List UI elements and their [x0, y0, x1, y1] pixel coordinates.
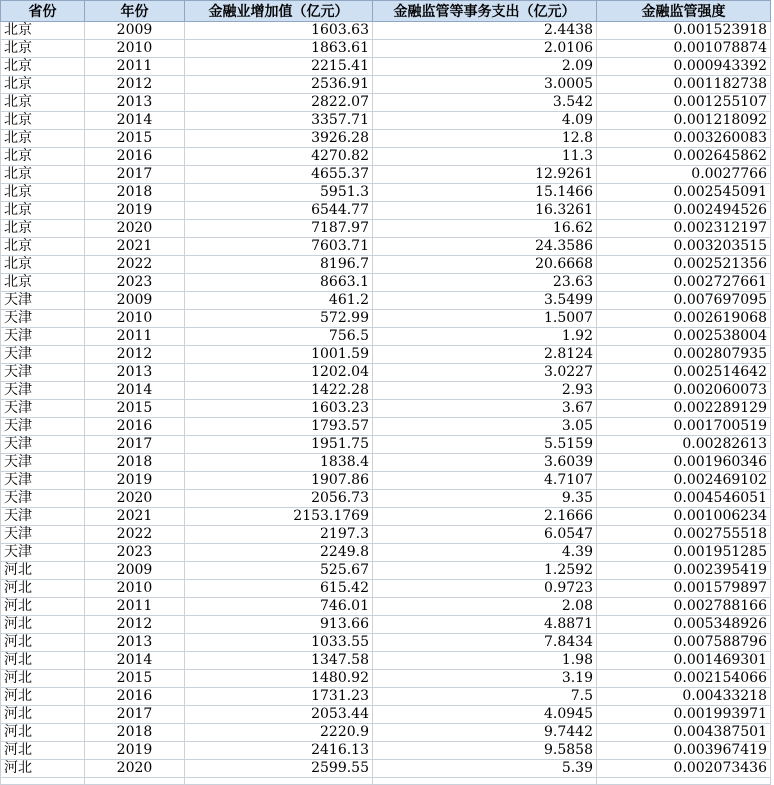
cell-province[interactable]: 天津 — [1, 364, 85, 382]
table-row — [1, 688, 771, 706]
cell-year[interactable]: 2019 — [85, 202, 185, 220]
table-row — [1, 328, 771, 346]
cell-year[interactable]: 2010 — [85, 40, 185, 58]
cell-financial-value-added[interactable]: 2056.73 — [185, 490, 373, 508]
cell-financial-value-added[interactable]: 2215.41 — [185, 58, 373, 76]
cell-regulatory-expenditure[interactable]: 1.98 — [373, 652, 597, 670]
cell-financial-value-added[interactable]: 913.66 — [185, 616, 373, 634]
cell-province[interactable]: 北京 — [1, 220, 85, 238]
cell-province[interactable]: 河北 — [1, 742, 85, 760]
cell-year[interactable]: 2013 — [85, 634, 185, 652]
cell-province[interactable]: 河北 — [1, 652, 85, 670]
cutoff-cell — [373, 778, 597, 785]
cell-regulatory-expenditure[interactable]: 2.1666 — [373, 508, 597, 526]
cell-regulatory-intensity[interactable]: 0.00282613 — [597, 436, 771, 454]
cell-regulatory-expenditure[interactable]: 9.35 — [373, 490, 597, 508]
cell-financial-value-added[interactable]: 756.5 — [185, 328, 373, 346]
table-row — [1, 706, 771, 724]
cell-financial-value-added[interactable]: 525.67 — [185, 562, 373, 580]
cell-regulatory-intensity[interactable]: 0.001523918 — [597, 22, 771, 40]
cell-financial-value-added[interactable]: 5951.3 — [185, 184, 373, 202]
cell-year[interactable]: 2023 — [85, 274, 185, 292]
cell-financial-value-added[interactable]: 7603.71 — [185, 238, 373, 256]
header-row — [1, 1, 771, 22]
cell-financial-value-added[interactable]: 461.2 — [185, 292, 373, 310]
cell-regulatory-intensity[interactable]: 0.002469102 — [597, 472, 771, 490]
cell-financial-value-added[interactable]: 3357.71 — [185, 112, 373, 130]
cell-year[interactable]: 2015 — [85, 400, 185, 418]
cell-financial-value-added[interactable]: 2197.3 — [185, 526, 373, 544]
table-row — [1, 202, 771, 220]
cell-province[interactable]: 天津 — [1, 508, 85, 526]
cell-year[interactable]: 2022 — [85, 526, 185, 544]
cell-financial-value-added[interactable]: 2053.44 — [185, 706, 373, 724]
cell-regulatory-expenditure[interactable]: 9.7442 — [373, 724, 597, 742]
cell-province[interactable]: 河北 — [1, 634, 85, 652]
table-row — [1, 184, 771, 202]
cell-province[interactable]: 北京 — [1, 40, 85, 58]
cutoff-cell — [185, 778, 373, 785]
cell-regulatory-expenditure[interactable]: 3.67 — [373, 400, 597, 418]
cell-province[interactable]: 北京 — [1, 58, 85, 76]
cell-year[interactable]: 2012 — [85, 346, 185, 364]
table-row — [1, 166, 771, 184]
cell-regulatory-intensity[interactable]: 0.002073436 — [597, 760, 771, 778]
cell-province[interactable]: 河北 — [1, 670, 85, 688]
table-row — [1, 580, 771, 598]
cell-regulatory-intensity[interactable]: 0.001078874 — [597, 40, 771, 58]
cell-financial-value-added[interactable]: 1001.59 — [185, 346, 373, 364]
cell-regulatory-expenditure[interactable]: 16.3261 — [373, 202, 597, 220]
cell-financial-value-added[interactable]: 1731.23 — [185, 688, 373, 706]
cell-regulatory-intensity[interactable]: 0.001700519 — [597, 418, 771, 436]
cell-province[interactable]: 天津 — [1, 382, 85, 400]
cell-financial-value-added[interactable]: 1422.28 — [185, 382, 373, 400]
cell-regulatory-expenditure[interactable]: 5.39 — [373, 760, 597, 778]
cell-year[interactable]: 2009 — [85, 562, 185, 580]
cell-financial-value-added[interactable]: 2220.9 — [185, 724, 373, 742]
cell-year[interactable]: 2015 — [85, 670, 185, 688]
cell-province[interactable]: 北京 — [1, 148, 85, 166]
table-row — [1, 490, 771, 508]
cell-regulatory-intensity[interactable]: 0.000943392 — [597, 58, 771, 76]
cell-province[interactable]: 河北 — [1, 580, 85, 598]
cell-year[interactable]: 2011 — [85, 328, 185, 346]
cell-financial-value-added[interactable]: 1863.61 — [185, 40, 373, 58]
cell-regulatory-expenditure[interactable]: 3.0005 — [373, 76, 597, 94]
cell-province[interactable]: 天津 — [1, 292, 85, 310]
cell-regulatory-expenditure[interactable]: 16.62 — [373, 220, 597, 238]
cell-regulatory-expenditure[interactable]: 7.5 — [373, 688, 597, 706]
cell-year[interactable]: 2013 — [85, 94, 185, 112]
cell-regulatory-intensity[interactable]: 0.001218092 — [597, 112, 771, 130]
cell-regulatory-expenditure[interactable]: 2.4438 — [373, 22, 597, 40]
cell-regulatory-expenditure[interactable]: 2.09 — [373, 58, 597, 76]
cell-province[interactable]: 天津 — [1, 454, 85, 472]
cell-year[interactable]: 2016 — [85, 148, 185, 166]
table-row — [1, 634, 771, 652]
cell-regulatory-intensity[interactable]: 0.001182738 — [597, 76, 771, 94]
cell-regulatory-intensity[interactable]: 0.002538004 — [597, 328, 771, 346]
table-row — [1, 544, 771, 562]
cell-regulatory-intensity[interactable]: 0.001951285 — [597, 544, 771, 562]
cell-regulatory-expenditure[interactable]: 23.63 — [373, 274, 597, 292]
cell-year[interactable]: 2021 — [85, 508, 185, 526]
cell-regulatory-expenditure[interactable]: 1.5007 — [373, 310, 597, 328]
cell-year[interactable]: 2011 — [85, 58, 185, 76]
cell-province[interactable]: 天津 — [1, 490, 85, 508]
table-row — [1, 364, 771, 382]
cell-regulatory-intensity[interactable]: 0.002289129 — [597, 400, 771, 418]
cell-financial-value-added[interactable]: 8196.7 — [185, 256, 373, 274]
cell-financial-value-added[interactable]: 615.42 — [185, 580, 373, 598]
cell-regulatory-intensity[interactable]: 0.002545091 — [597, 184, 771, 202]
table-row — [1, 454, 771, 472]
table-row-cutoff — [1, 778, 771, 785]
cell-financial-value-added[interactable]: 7187.97 — [185, 220, 373, 238]
cell-financial-value-added[interactable]: 1907.86 — [185, 472, 373, 490]
table-header — [1, 1, 771, 22]
cell-financial-value-added[interactable]: 746.01 — [185, 598, 373, 616]
cutoff-cell — [85, 778, 185, 785]
cell-regulatory-intensity[interactable]: 0.002755518 — [597, 526, 771, 544]
table-row — [1, 220, 771, 238]
table-row — [1, 670, 771, 688]
cell-financial-value-added[interactable]: 2249.8 — [185, 544, 373, 562]
cell-year[interactable]: 2020 — [85, 220, 185, 238]
table-row — [1, 112, 771, 130]
cell-regulatory-expenditure[interactable]: 5.5159 — [373, 436, 597, 454]
cell-regulatory-intensity[interactable]: 0.002154066 — [597, 670, 771, 688]
cell-regulatory-intensity[interactable]: 0.003260083 — [597, 130, 771, 148]
cell-year[interactable]: 2015 — [85, 130, 185, 148]
cell-financial-value-added[interactable]: 2153.1769 — [185, 508, 373, 526]
cell-province[interactable]: 北京 — [1, 184, 85, 202]
cell-year[interactable]: 2018 — [85, 454, 185, 472]
cell-regulatory-intensity[interactable]: 0.004387501 — [597, 724, 771, 742]
table-row — [1, 94, 771, 112]
cell-financial-value-added[interactable]: 1603.23 — [185, 400, 373, 418]
cell-year[interactable]: 2017 — [85, 706, 185, 724]
cell-year[interactable]: 2012 — [85, 616, 185, 634]
cell-province[interactable]: 北京 — [1, 22, 85, 40]
header-regulatory-intensity[interactable]: 金融监管强度 — [597, 1, 771, 22]
cell-province[interactable]: 河北 — [1, 724, 85, 742]
table-row — [1, 310, 771, 328]
cell-province[interactable]: 北京 — [1, 202, 85, 220]
cell-financial-value-added[interactable]: 1347.58 — [185, 652, 373, 670]
cell-year[interactable]: 2022 — [85, 256, 185, 274]
table-row — [1, 22, 771, 40]
cell-regulatory-expenditure[interactable]: 1.92 — [373, 328, 597, 346]
cell-regulatory-intensity[interactable]: 0.002619068 — [597, 310, 771, 328]
cell-province[interactable]: 北京 — [1, 76, 85, 94]
cell-regulatory-intensity[interactable]: 0.002312197 — [597, 220, 771, 238]
cell-year[interactable]: 2018 — [85, 724, 185, 742]
cell-province[interactable]: 北京 — [1, 130, 85, 148]
table-row — [1, 58, 771, 76]
cell-financial-value-added[interactable]: 1033.55 — [185, 634, 373, 652]
table-row — [1, 382, 771, 400]
cell-regulatory-expenditure[interactable]: 3.5499 — [373, 292, 597, 310]
cell-province[interactable]: 北京 — [1, 238, 85, 256]
cell-regulatory-expenditure[interactable]: 24.3586 — [373, 238, 597, 256]
cell-regulatory-intensity[interactable]: 0.001469301 — [597, 652, 771, 670]
cell-year[interactable]: 2017 — [85, 436, 185, 454]
cell-financial-value-added[interactable]: 572.99 — [185, 310, 373, 328]
cell-year[interactable]: 2020 — [85, 490, 185, 508]
cell-regulatory-expenditure[interactable]: 2.08 — [373, 598, 597, 616]
cell-year[interactable]: 2017 — [85, 166, 185, 184]
cell-province[interactable]: 北京 — [1, 112, 85, 130]
cell-regulatory-expenditure[interactable]: 20.6668 — [373, 256, 597, 274]
cell-year[interactable]: 2013 — [85, 364, 185, 382]
cell-regulatory-intensity[interactable]: 0.0027766 — [597, 166, 771, 184]
cell-regulatory-intensity[interactable]: 0.005348926 — [597, 616, 771, 634]
cell-province[interactable]: 北京 — [1, 166, 85, 184]
cell-province[interactable]: 天津 — [1, 400, 85, 418]
cell-financial-value-added[interactable]: 1603.63 — [185, 22, 373, 40]
cell-regulatory-expenditure[interactable]: 2.93 — [373, 382, 597, 400]
cell-year[interactable]: 2016 — [85, 688, 185, 706]
table-row — [1, 724, 771, 742]
table-body — [1, 22, 771, 785]
cell-province[interactable]: 天津 — [1, 544, 85, 562]
cell-regulatory-expenditure[interactable]: 3.6039 — [373, 454, 597, 472]
cell-financial-value-added[interactable]: 1838.4 — [185, 454, 373, 472]
cell-regulatory-expenditure[interactable]: 3.19 — [373, 670, 597, 688]
cell-province[interactable]: 河北 — [1, 688, 85, 706]
cell-regulatory-expenditure[interactable]: 7.8434 — [373, 634, 597, 652]
cell-year[interactable]: 2019 — [85, 472, 185, 490]
cell-province[interactable]: 天津 — [1, 328, 85, 346]
cell-financial-value-added[interactable]: 1202.04 — [185, 364, 373, 382]
cell-regulatory-expenditure[interactable]: 9.5858 — [373, 742, 597, 760]
cell-year[interactable]: 2021 — [85, 238, 185, 256]
table-row — [1, 148, 771, 166]
cell-year[interactable]: 2020 — [85, 760, 185, 778]
cell-financial-value-added[interactable]: 3926.28 — [185, 130, 373, 148]
cell-province[interactable]: 河北 — [1, 760, 85, 778]
header-province[interactable]: 省份 — [1, 1, 85, 22]
cell-province[interactable]: 北京 — [1, 256, 85, 274]
table-row — [1, 742, 771, 760]
cell-regulatory-expenditure[interactable]: 11.3 — [373, 148, 597, 166]
table-row — [1, 238, 771, 256]
cell-financial-value-added[interactable]: 2536.91 — [185, 76, 373, 94]
header-financial-value-added[interactable]: 金融业增加值（亿元） — [185, 1, 373, 22]
cell-regulatory-intensity[interactable]: 0.002727661 — [597, 274, 771, 292]
cell-regulatory-expenditure[interactable]: 3.0227 — [373, 364, 597, 382]
table-row — [1, 562, 771, 580]
cell-regulatory-intensity[interactable]: 0.001960346 — [597, 454, 771, 472]
cell-regulatory-intensity[interactable]: 0.001255107 — [597, 94, 771, 112]
cutoff-cell — [597, 778, 771, 785]
cell-regulatory-intensity[interactable]: 0.001993971 — [597, 706, 771, 724]
cell-regulatory-expenditure[interactable]: 4.7107 — [373, 472, 597, 490]
cell-financial-value-added[interactable]: 4270.82 — [185, 148, 373, 166]
cell-regulatory-expenditure[interactable]: 2.8124 — [373, 346, 597, 364]
cell-province[interactable]: 天津 — [1, 436, 85, 454]
cell-province[interactable]: 北京 — [1, 274, 85, 292]
cell-financial-value-added[interactable]: 8663.1 — [185, 274, 373, 292]
cell-regulatory-expenditure[interactable]: 6.0547 — [373, 526, 597, 544]
table-row — [1, 652, 771, 670]
cell-province[interactable]: 天津 — [1, 310, 85, 328]
table-row — [1, 292, 771, 310]
table-row — [1, 76, 771, 94]
cell-regulatory-intensity[interactable]: 0.003203515 — [597, 238, 771, 256]
cell-regulatory-intensity[interactable]: 0.002788166 — [597, 598, 771, 616]
cell-year[interactable]: 2014 — [85, 652, 185, 670]
cell-regulatory-intensity[interactable]: 0.002060073 — [597, 382, 771, 400]
cell-financial-value-added[interactable]: 2416.13 — [185, 742, 373, 760]
cell-regulatory-expenditure[interactable]: 12.9261 — [373, 166, 597, 184]
cell-regulatory-intensity[interactable]: 0.001579897 — [597, 580, 771, 598]
table-row — [1, 436, 771, 454]
cell-province[interactable]: 北京 — [1, 94, 85, 112]
cell-regulatory-intensity[interactable]: 0.001006234 — [597, 508, 771, 526]
table-row — [1, 598, 771, 616]
cell-year[interactable]: 2011 — [85, 598, 185, 616]
cell-financial-value-added[interactable]: 1793.57 — [185, 418, 373, 436]
cell-regulatory-intensity[interactable]: 0.007588796 — [597, 634, 771, 652]
cell-regulatory-expenditure[interactable]: 15.1466 — [373, 184, 597, 202]
table-row — [1, 400, 771, 418]
table-row — [1, 346, 771, 364]
cell-regulatory-expenditure[interactable]: 4.8871 — [373, 616, 597, 634]
cell-regulatory-intensity[interactable]: 0.007697095 — [597, 292, 771, 310]
cutoff-cell — [1, 778, 85, 785]
cell-regulatory-intensity[interactable]: 0.002494526 — [597, 202, 771, 220]
cell-province[interactable]: 天津 — [1, 418, 85, 436]
cell-regulatory-intensity[interactable]: 0.00433218 — [597, 688, 771, 706]
cell-year[interactable]: 2009 — [85, 22, 185, 40]
table-row — [1, 526, 771, 544]
cell-regulatory-expenditure[interactable]: 1.2592 — [373, 562, 597, 580]
cell-financial-value-added[interactable]: 4655.37 — [185, 166, 373, 184]
cell-province[interactable]: 天津 — [1, 526, 85, 544]
cell-regulatory-expenditure[interactable]: 4.39 — [373, 544, 597, 562]
cell-regulatory-intensity[interactable]: 0.002395419 — [597, 562, 771, 580]
cell-regulatory-intensity[interactable]: 0.002807935 — [597, 346, 771, 364]
cell-financial-value-added[interactable]: 2599.55 — [185, 760, 373, 778]
header-regulatory-expenditure[interactable]: 金融监管等事务支出（亿元） — [373, 1, 597, 22]
cell-regulatory-expenditure[interactable]: 3.05 — [373, 418, 597, 436]
cell-regulatory-intensity[interactable]: 0.002514642 — [597, 364, 771, 382]
table-row — [1, 616, 771, 634]
cell-year[interactable]: 2010 — [85, 310, 185, 328]
cell-regulatory-expenditure[interactable]: 2.0106 — [373, 40, 597, 58]
cell-year[interactable]: 2016 — [85, 418, 185, 436]
table-row — [1, 256, 771, 274]
table-row — [1, 274, 771, 292]
cell-regulatory-intensity[interactable]: 0.004546051 — [597, 490, 771, 508]
cell-province[interactable]: 河北 — [1, 562, 85, 580]
cell-regulatory-intensity[interactable]: 0.002645862 — [597, 148, 771, 166]
cell-year[interactable]: 2023 — [85, 544, 185, 562]
table-row — [1, 472, 771, 490]
table-row — [1, 130, 771, 148]
cell-year[interactable]: 2014 — [85, 112, 185, 130]
cell-province[interactable]: 天津 — [1, 346, 85, 364]
cell-regulatory-expenditure[interactable]: 4.09 — [373, 112, 597, 130]
cell-province[interactable]: 河北 — [1, 598, 85, 616]
table-row — [1, 40, 771, 58]
cell-year[interactable]: 2009 — [85, 292, 185, 310]
cell-province[interactable]: 河北 — [1, 616, 85, 634]
cell-financial-value-added[interactable]: 6544.77 — [185, 202, 373, 220]
cell-province[interactable]: 河北 — [1, 706, 85, 724]
cell-regulatory-expenditure[interactable]: 3.542 — [373, 94, 597, 112]
cell-regulatory-expenditure[interactable]: 12.8 — [373, 130, 597, 148]
cell-province[interactable]: 天津 — [1, 472, 85, 490]
table-row — [1, 418, 771, 436]
cell-year[interactable]: 2010 — [85, 580, 185, 598]
cell-financial-value-added[interactable]: 2822.07 — [185, 94, 373, 112]
cell-year[interactable]: 2019 — [85, 742, 185, 760]
cell-year[interactable]: 2012 — [85, 76, 185, 94]
cell-regulatory-intensity[interactable]: 0.003967419 — [597, 742, 771, 760]
cell-regulatory-expenditure[interactable]: 0.9723 — [373, 580, 597, 598]
cell-regulatory-intensity[interactable]: 0.002521356 — [597, 256, 771, 274]
table-row — [1, 508, 771, 526]
cell-financial-value-added[interactable]: 1951.75 — [185, 436, 373, 454]
cell-regulatory-expenditure[interactable]: 4.0945 — [373, 706, 597, 724]
table-row — [1, 760, 771, 778]
cell-year[interactable]: 2018 — [85, 184, 185, 202]
cell-year[interactable]: 2014 — [85, 382, 185, 400]
header-year[interactable]: 年份 — [85, 1, 185, 22]
cell-financial-value-added[interactable]: 1480.92 — [185, 670, 373, 688]
